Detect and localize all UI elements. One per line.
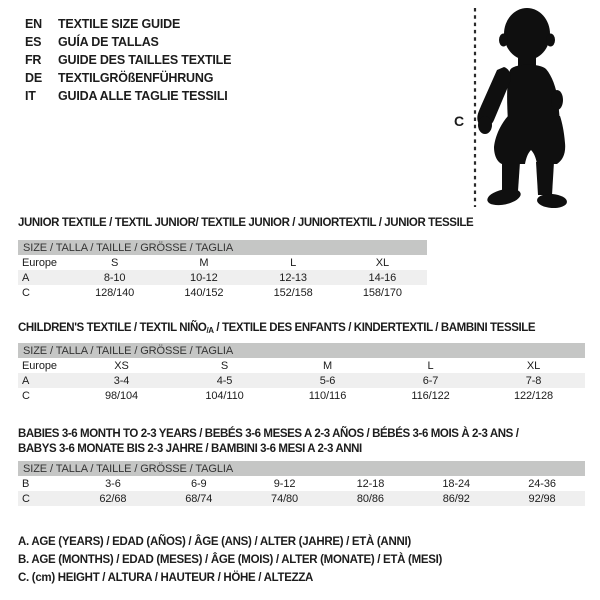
table-row xyxy=(18,476,585,491)
table-row xyxy=(18,388,585,403)
size-cell: 4-5 xyxy=(216,374,233,387)
language-code: DE xyxy=(25,71,42,85)
size-cell: S xyxy=(220,359,229,372)
legend-note-c: C. (cm) HEIGHT / ALTURA / HAUTEUR / HÖHE / ALTEZZA xyxy=(18,572,314,584)
size-cell: 18-24 xyxy=(442,477,471,490)
babies-title-line1: BABIES 3-6 MONTH TO 2-3 YEARS / BEBÉS 3-6 MESES A 2-3 AÑOS / BÉBÉS 3-6 MOIS À 2-3 ANS / xyxy=(18,428,519,440)
size-cell: 3-6 xyxy=(105,477,121,490)
language-row xyxy=(25,15,231,33)
row-label: Europe xyxy=(22,359,57,372)
children-size-table xyxy=(18,343,585,403)
junior-size-table xyxy=(18,240,427,300)
language-code: ES xyxy=(25,35,42,49)
size-cell: 68/74 xyxy=(185,492,213,505)
children-title-sub: /A xyxy=(206,326,214,335)
babies-size-table xyxy=(18,461,585,506)
size-cell: 5-6 xyxy=(319,374,336,387)
children-title-main: CHILDREN'S TEXTILE / TEXTIL NIÑO xyxy=(18,322,207,334)
children-title-rest: / TEXTILE DES ENFANTS / KINDERTEXTIL / BAMBINI TESSILE xyxy=(213,322,536,334)
size-cell: 10-12 xyxy=(190,271,218,284)
language-row xyxy=(25,87,231,105)
legend-note-b: B. AGE (MONTHS) / EDAD (MESES) / ÂGE (MOIS) / ALTER (MONATE) / ETÀ (MESI) xyxy=(18,554,443,566)
baby-height-figure xyxy=(452,4,600,212)
size-cell: 6-7 xyxy=(422,374,439,387)
size-cell: 74/80 xyxy=(271,492,299,505)
size-cell: 104/110 xyxy=(205,389,244,402)
language-code: IT xyxy=(25,89,36,103)
size-cell: S xyxy=(111,256,119,269)
size-cell: 128/140 xyxy=(95,286,135,299)
size-header-bar: SIZE / TALLA / TAILLE / GRÖSSE / TAGLIA xyxy=(18,343,585,358)
table-row xyxy=(18,285,427,300)
language-title: GUIDE DES TAILLES TEXTILE xyxy=(58,53,232,67)
table-row xyxy=(18,358,585,373)
size-cell: 24-36 xyxy=(528,477,556,490)
size-header-bar: SIZE / TALLA / TAILLE / GRÖSSE / TAGLIA xyxy=(18,240,427,255)
legend-note-a: A. AGE (YEARS) / EDAD (AÑOS) / ÂGE (ANS) / ALTER (JAHRE) / ETÀ (ANNI) xyxy=(18,536,411,548)
size-cell: 152/158 xyxy=(273,286,313,299)
junior-table-title: JUNIOR TEXTILE / TEXTIL JUNIOR/ TEXTILE JUNIOR / JUNIORTEXTIL / JUNIOR TESSILE xyxy=(18,217,474,229)
size-cell: 3-4 xyxy=(113,374,130,387)
size-cell: 80/86 xyxy=(356,492,384,505)
row-label: A xyxy=(22,374,30,387)
language-title-list xyxy=(25,15,231,105)
size-cell: 12-18 xyxy=(356,477,385,490)
language-title: GUÍA DE TALLAS xyxy=(58,35,159,49)
size-cell: 12-13 xyxy=(279,271,307,284)
size-cell: 92/98 xyxy=(528,492,556,505)
table-row xyxy=(18,373,585,388)
language-title: TEXTILGRÖßENFÜHRUNG xyxy=(58,71,214,85)
row-label: C xyxy=(22,286,30,299)
row-label: C xyxy=(22,492,30,505)
row-label: A xyxy=(22,271,30,284)
size-cell: 98/104 xyxy=(104,389,139,402)
language-code: EN xyxy=(25,17,42,31)
language-title: GUIDA ALLE TAGLIE TESSILI xyxy=(58,89,228,103)
size-cell: L xyxy=(427,359,434,372)
size-cell: XL xyxy=(526,359,541,372)
table-row xyxy=(18,491,585,506)
size-cell: 7-8 xyxy=(525,374,542,387)
baby-silhouette-icon xyxy=(477,8,567,209)
language-row xyxy=(25,69,231,87)
size-cell: 158/170 xyxy=(362,286,402,299)
size-cell: 62/68 xyxy=(99,492,127,505)
size-cell: L xyxy=(290,256,297,269)
table-row xyxy=(18,270,427,285)
babies-title-line2: BABYS 3-6 MONATE BIS 2-3 JAHRE / BAMBINI 3-6 MESI A 2-3 ANNI xyxy=(18,442,362,455)
language-row xyxy=(25,51,231,69)
row-label: Europe xyxy=(22,256,57,269)
babies-table-title xyxy=(18,427,519,456)
row-label: B xyxy=(22,477,30,490)
legend-notes xyxy=(18,533,442,587)
size-cell: 110/116 xyxy=(308,389,347,402)
size-cell: M xyxy=(322,359,333,372)
height-measure-label: C xyxy=(454,113,465,129)
size-cell: 140/152 xyxy=(184,286,224,299)
row-label: C xyxy=(22,389,30,402)
size-header-bar: SIZE / TALLA / TAILLE / GRÖSSE / TAGLIA xyxy=(18,461,585,476)
size-cell: 122/128 xyxy=(513,389,554,402)
size-cell: 8-10 xyxy=(103,271,126,284)
language-row xyxy=(25,33,231,51)
size-cell: XL xyxy=(375,256,389,269)
size-cell: 14-16 xyxy=(368,271,397,284)
children-table-title xyxy=(18,322,535,335)
size-cell: 116/122 xyxy=(411,389,450,402)
size-cell: 6-9 xyxy=(190,477,207,490)
size-cell: XS xyxy=(114,359,129,372)
table-row xyxy=(18,255,427,270)
size-cell: 86/92 xyxy=(442,492,470,505)
language-code: FR xyxy=(25,53,42,67)
size-cell: 9-12 xyxy=(273,477,296,490)
language-title: TEXTILE SIZE GUIDE xyxy=(58,17,181,31)
size-cell: M xyxy=(199,256,209,269)
